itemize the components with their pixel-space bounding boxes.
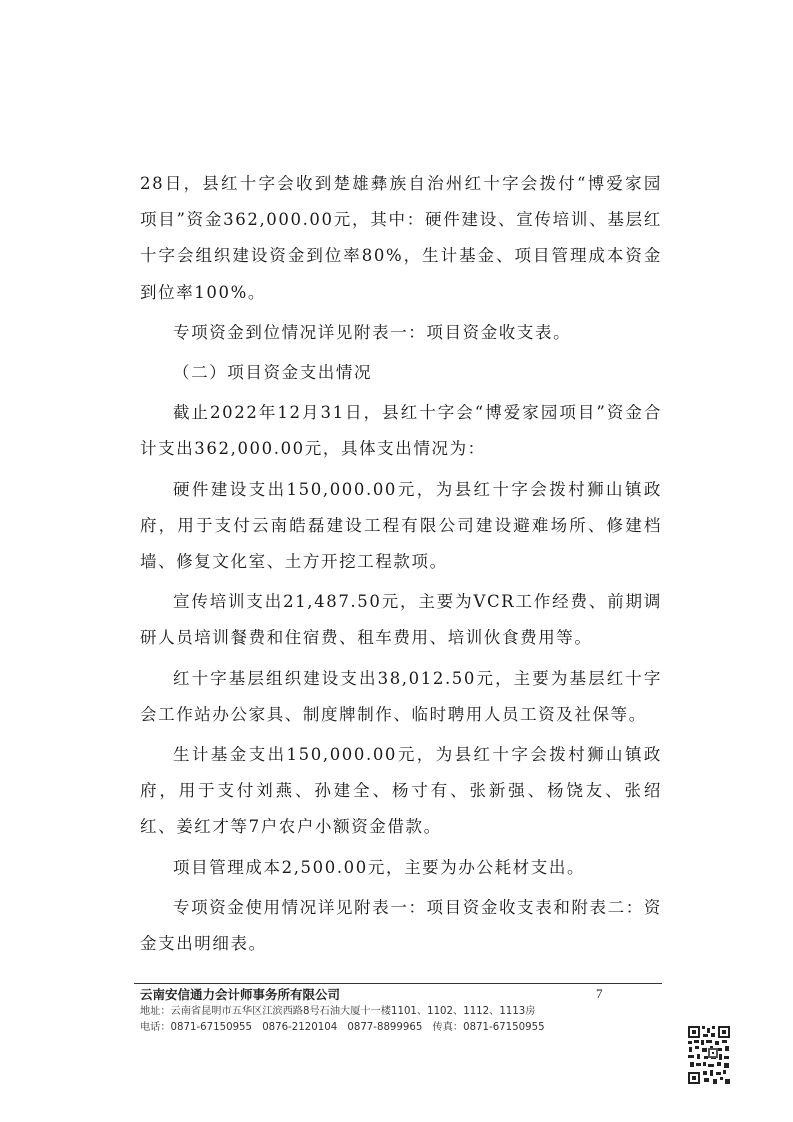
paragraph: 红十字基层组织建设支出38,012.50元，主要为基层红十字会工作站办公家具、制度牌制作、临时聘用人员工资及社保等。 <box>140 668 662 724</box>
paragraph: 硬件建设支出150,000.00元，为县红十字会拨村狮山镇政府，用于支付云南皓磊建设工程有限公司建设避难场所、修建档墙、修复文化室、土方开挖工程款项。 <box>140 479 662 572</box>
paragraph: 专项资金使用情况详见附表一：项目资金收支表和附表二：资金支出明细表。 <box>140 897 662 954</box>
section-heading: （二）项目资金支出情况 <box>173 363 373 383</box>
firm-name: 云南安信通力会计师事务所有限公司 <box>140 987 341 1002</box>
body-text <box>140 166 662 966</box>
firm-address: 地址：云南省昆明市五华区江滨西路8号石油大厦十一楼1101、1102、1112、1113房 <box>140 1006 536 1017</box>
footer-divider <box>134 983 662 984</box>
paragraph: 项目管理成本2,500.00元，主要为办公耗材支出。 <box>173 857 586 877</box>
qr-code-icon <box>686 1024 732 1086</box>
paragraph: 生计基金支出150,000.00元，为县红十字会拨村狮山镇政府，用于支付刘燕、孙建全、杨寸有、张新强、杨饶友、张绍红、姜红才等7户农户小额资金借款。 <box>140 745 662 837</box>
firm-phones: 电话：0871-67150955 0876-2120104 0877-8899965 传真：0871-67150955 <box>140 1022 545 1033</box>
paragraph: 28日，县红十字会收到楚雄彝族自治州红十字会拨付“博爱家园项目”资金362,000.00元，其中：硬件建设、宣传培训、基层红十字会组织建设资金到位率80%，生计基金、项目管理成本资金到位率100%。 <box>140 174 662 302</box>
paragraph: 专项资金到位情况详见附表一：项目资金收支表。 <box>173 322 572 342</box>
paragraph: 截止2022年12月31日，县红十字会“博爱家园项目”资金合计支出362,000.00元，具体支出情况为： <box>140 403 662 459</box>
page-number: 7 <box>596 986 603 1001</box>
paragraph: 宣传培训支出21,487.50元，主要为VCR工作经费、前期调研人员培训餐费和住宿费、租车费用、培训伙食费用等。 <box>140 592 662 648</box>
